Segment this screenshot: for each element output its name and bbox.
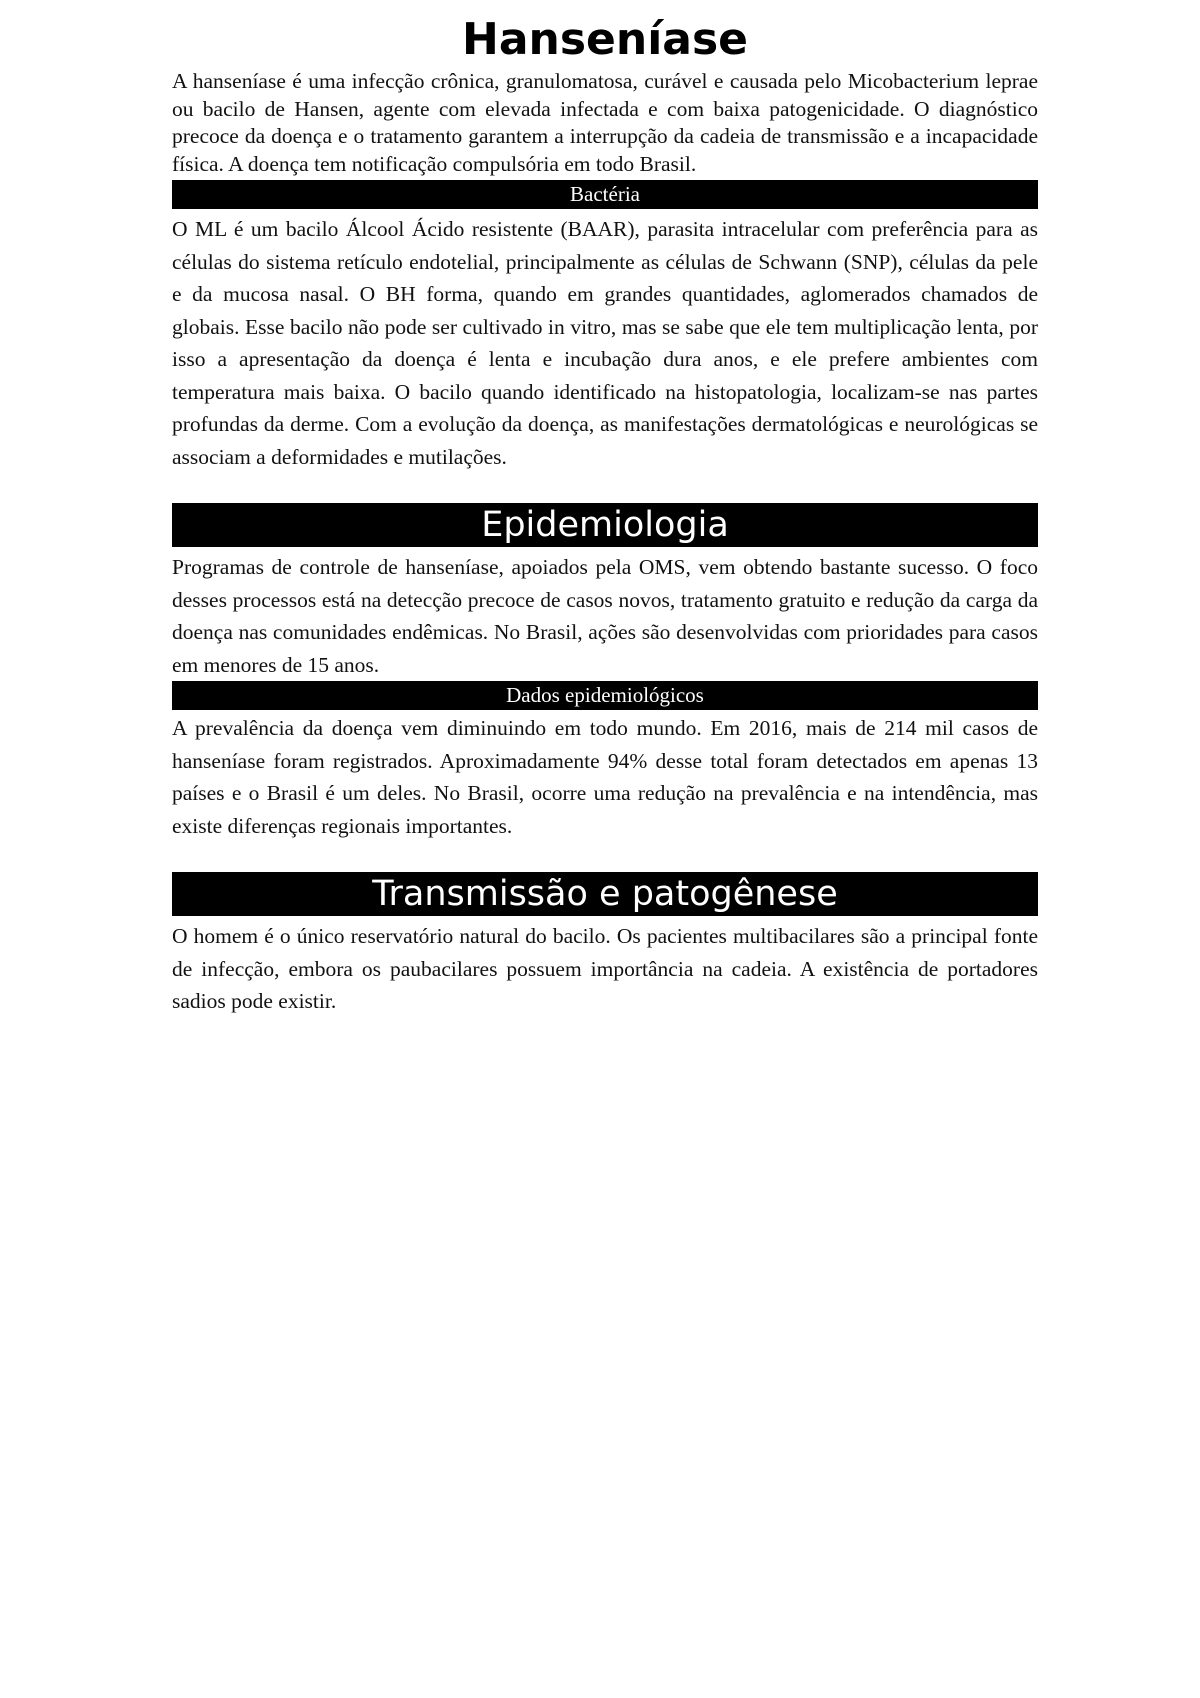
intro-paragraph: A hanseníase é uma infecção crônica, granulomatosa, curável e causada pelo Micobacterium leprae ou bacilo de Hansen, agente com elevada infectada e com baixa patogenicidade. O diagnóstico precoce da doença e o tratamento garantem a interrupção da cadeia de transmissão e a incapacidade física. A doença tem notificação compulsória em todo Brasil. xyxy=(172,69,1038,176)
dados-paragraph: A prevalência da doença vem diminuindo em todo mundo. Em 2016, mais de 214 mil casos de hanseníase foram registrados. Aproximadamente 94% desse total foram detectados em apenas 13 países e o Brasil é um deles. No Brasil, ocorre uma redução na prevalência e na intendência, mas existe diferenças regionais importantes. xyxy=(172,716,1038,838)
transmissao-paragraph: O homem é o único reservatório natural do bacilo. Os pacientes multibacilares são a principal fonte de infecção, embora os paubacilares possuem importância na cadeia. A existência de portadores sadios pode existir. xyxy=(172,924,1038,1013)
section-heading-bacteria: Bactéria xyxy=(172,180,1038,209)
epidemiologia-paragraph: Programas de controle de hanseníase, apoiados pela OMS, vem obtendo bastante sucesso. O foco desses processos está na detecção precoce de casos novos, tratamento gratuito e redução da carga da doença nas comunidades endêmicas. No Brasil, ações são desenvolvidas com prioridades para casos em menores de 15 anos. xyxy=(172,555,1038,677)
document-page xyxy=(172,0,1038,1018)
section-heading-dados: Dados epidemiológicos xyxy=(172,681,1038,710)
section-heading-epidemiologia: Epidemiologia xyxy=(172,503,1038,547)
bacteria-paragraph: O ML é um bacilo Álcool Ácido resistente (BAAR), parasita intracelular com preferência para as células do sistema retículo endotelial, principalmente as células de Schwann (SNP), células da pele e da mucosa nasal. O BH forma, quando em grandes quantidades, aglomerados chamados de globais. Esse bacilo não pode ser cultivado in vitro, mas se sabe que ele tem multiplicação lenta, por isso a apresentação da doença é lenta e incubação dura anos, e ele prefere ambientes com temperatura mais baixa. O bacilo quando identificado na histopatologia, localizam-se nas partes profundas da derme. Com a evolução da doença, as manifestações dermatológicas e neurológicas se associam a deformidades e mutilações. xyxy=(172,217,1038,469)
section-heading-transmissao: Transmissão e patogênese xyxy=(172,872,1038,916)
page-title: Hanseníase xyxy=(462,14,748,65)
